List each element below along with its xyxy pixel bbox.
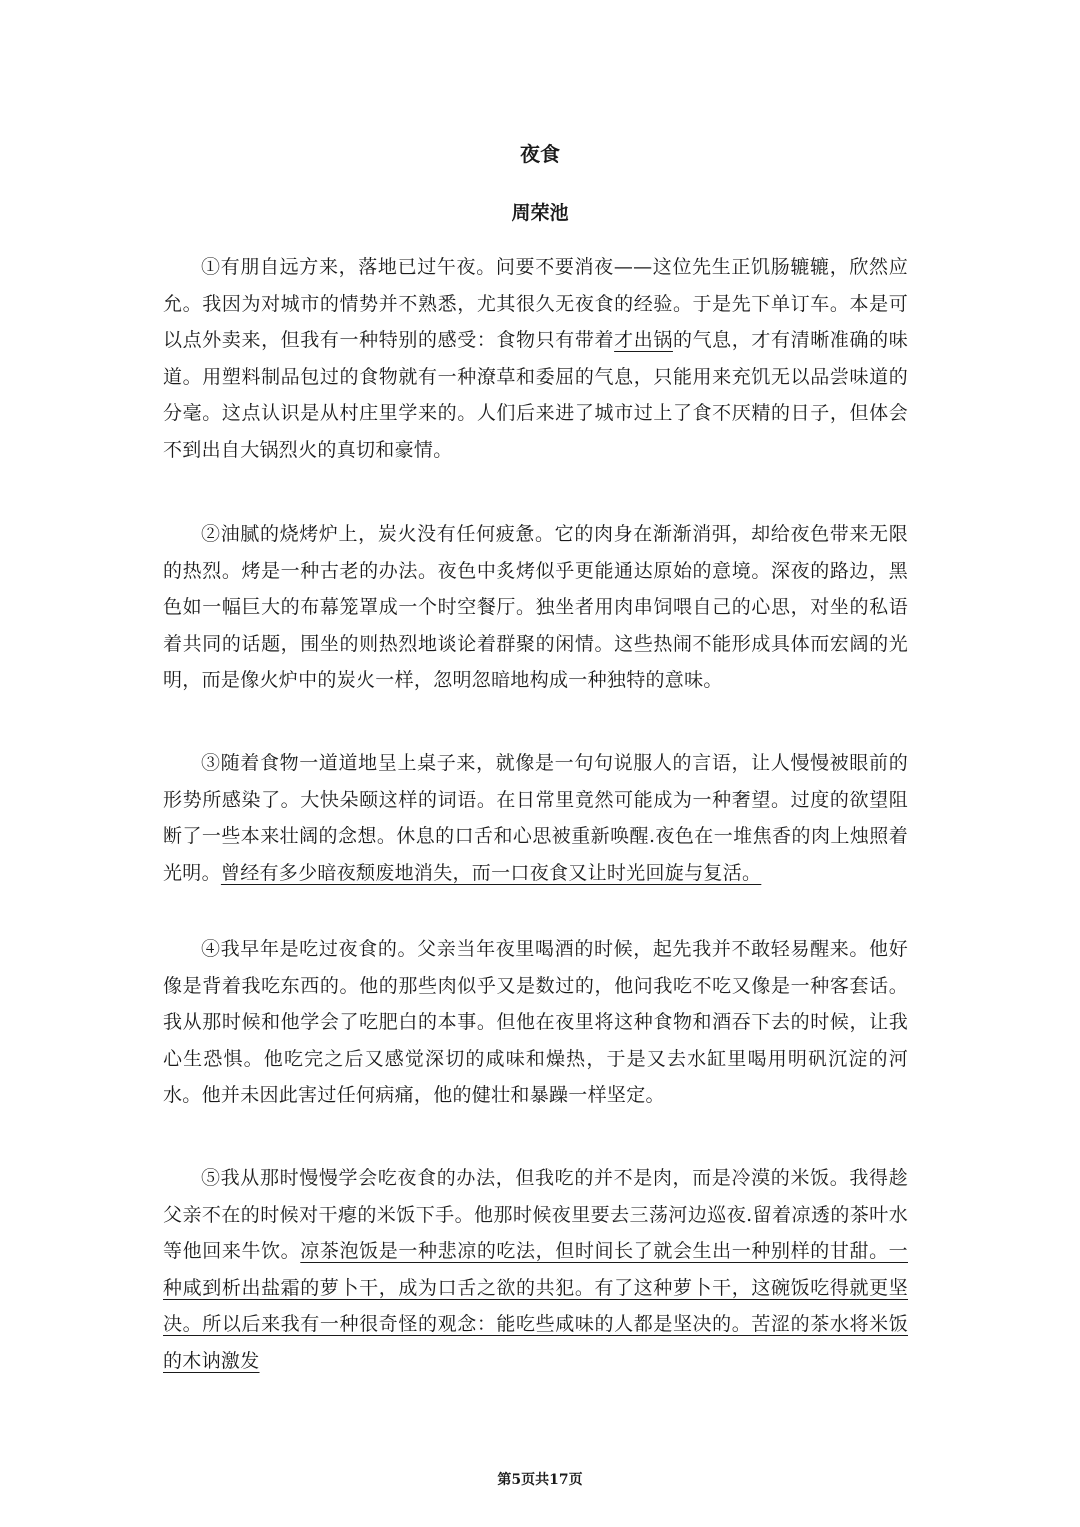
paragraph-4 [163, 931, 908, 1114]
paragraph-1-text-b: 的气息，才有清晰准确的味道。用塑料制品包过的食物就有一种潦草和委屈的气息，只能用来充饥无以品尝味道的分毫。这点认识是从村庄里学来的。人们后来进了城市过上了食不厌精的日子，但体会不到出自大锅烈火的真切和豪情。 [163, 329, 908, 461]
paragraph-5 [163, 1160, 908, 1379]
author-name: 周荣池 [511, 202, 569, 224]
paragraph-5-text: ⑤我从那时慢慢学会吃夜食的办法，但我吃的并不是肉，而是冷漠的米饭。我得趁父亲不在的时候对干瘪的米饭下手。他那时候夜里要去三荡河边巡夜.留着凉透的茶叶水等他回来牛饮。 [163, 1167, 908, 1262]
paragraph-2 [163, 516, 908, 699]
paragraph-3 [163, 745, 908, 891]
paragraph-1-underlined: 才出锅 [614, 329, 673, 351]
paragraph-5-underlined: 凉茶泡饭是一种悲凉的吃法，但时间长了就会生出一种别样的甘甜。一种咸到析出盐霜的萝卜干，成为口舌之欲的共犯。有了这种萝卜干，这碗饭吃得就更坚决。所以后来我有一种很奇怪的观念：能吃些咸味的人都是坚决的。苦涩的茶水将米饭的木讷激发 [163, 1240, 908, 1372]
page-title: 夜食 [520, 142, 560, 166]
paragraph-3-text: ③随着食物一道道地呈上桌子来，就像是一句句说服人的言语，让人慢慢被眼前的形势所感染了。大快朵颐这样的词语。在日常里竟然可能成为一种奢望。过度的欲望阻断了一些本来壮阔的念想。休息的口舌和心思被重新唤醒.夜色在一堆焦香的肉上烛照着光明。 [163, 752, 908, 884]
paragraph-1-text-a: ①有朋自远方来，落地已过午夜。问要不要消夜——这位先生正饥肠辘辘，欣然应允。我因为对城市的情势并不熟悉，尤其很久无夜食的经验。于是先下单订车。本是可以点外卖来，但我有一种特别的感受：食物只有带着 [163, 256, 908, 351]
paragraph-1 [163, 249, 908, 468]
paragraph-2-text: ②油腻的烧烤炉上，炭火没有任何疲惫。它的肉身在渐渐消弭，却给夜色带来无限的热烈。烤是一种古老的办法。夜色中炙烤似乎更能通达原始的意境。深夜的路边，黑色如一幅巨大的布幕笼罩成一个时空餐厅。独坐者用肉串饲喂自己的心思，对坐的私语着共同的话题，围坐的则热烈地谈论着群聚的闲情。这些热闹不能形成具体而宏阔的光明，而是像火炉中的炭火一样，忽明忽暗地构成一种独特的意味。 [163, 523, 908, 691]
page-number: 第5页共17页 [497, 1472, 583, 1488]
paragraph-4-text: ④我早年是吃过夜食的。父亲当年夜里喝酒的时候，起先我并不敢轻易醒来。他好像是背着我吃东西的。他的那些肉似乎又是数过的，他问我吃不吃又像是一种客套话。我从那时候和他学会了吃肥白的本事。但他在夜里将这种食物和酒吞下去的时候，让我心生恐惧。他吃完之后又感觉深切的咸味和燥热，于是又去水缸里喝用明矾沉淀的河水。他并未因此害过任何病痛，他的健壮和暴躁一样坚定。 [163, 938, 908, 1106]
paragraph-3-underlined: 曾经有多少暗夜颓废地消失，而一口夜食又让时光回旋与复活。 [220, 861, 762, 884]
